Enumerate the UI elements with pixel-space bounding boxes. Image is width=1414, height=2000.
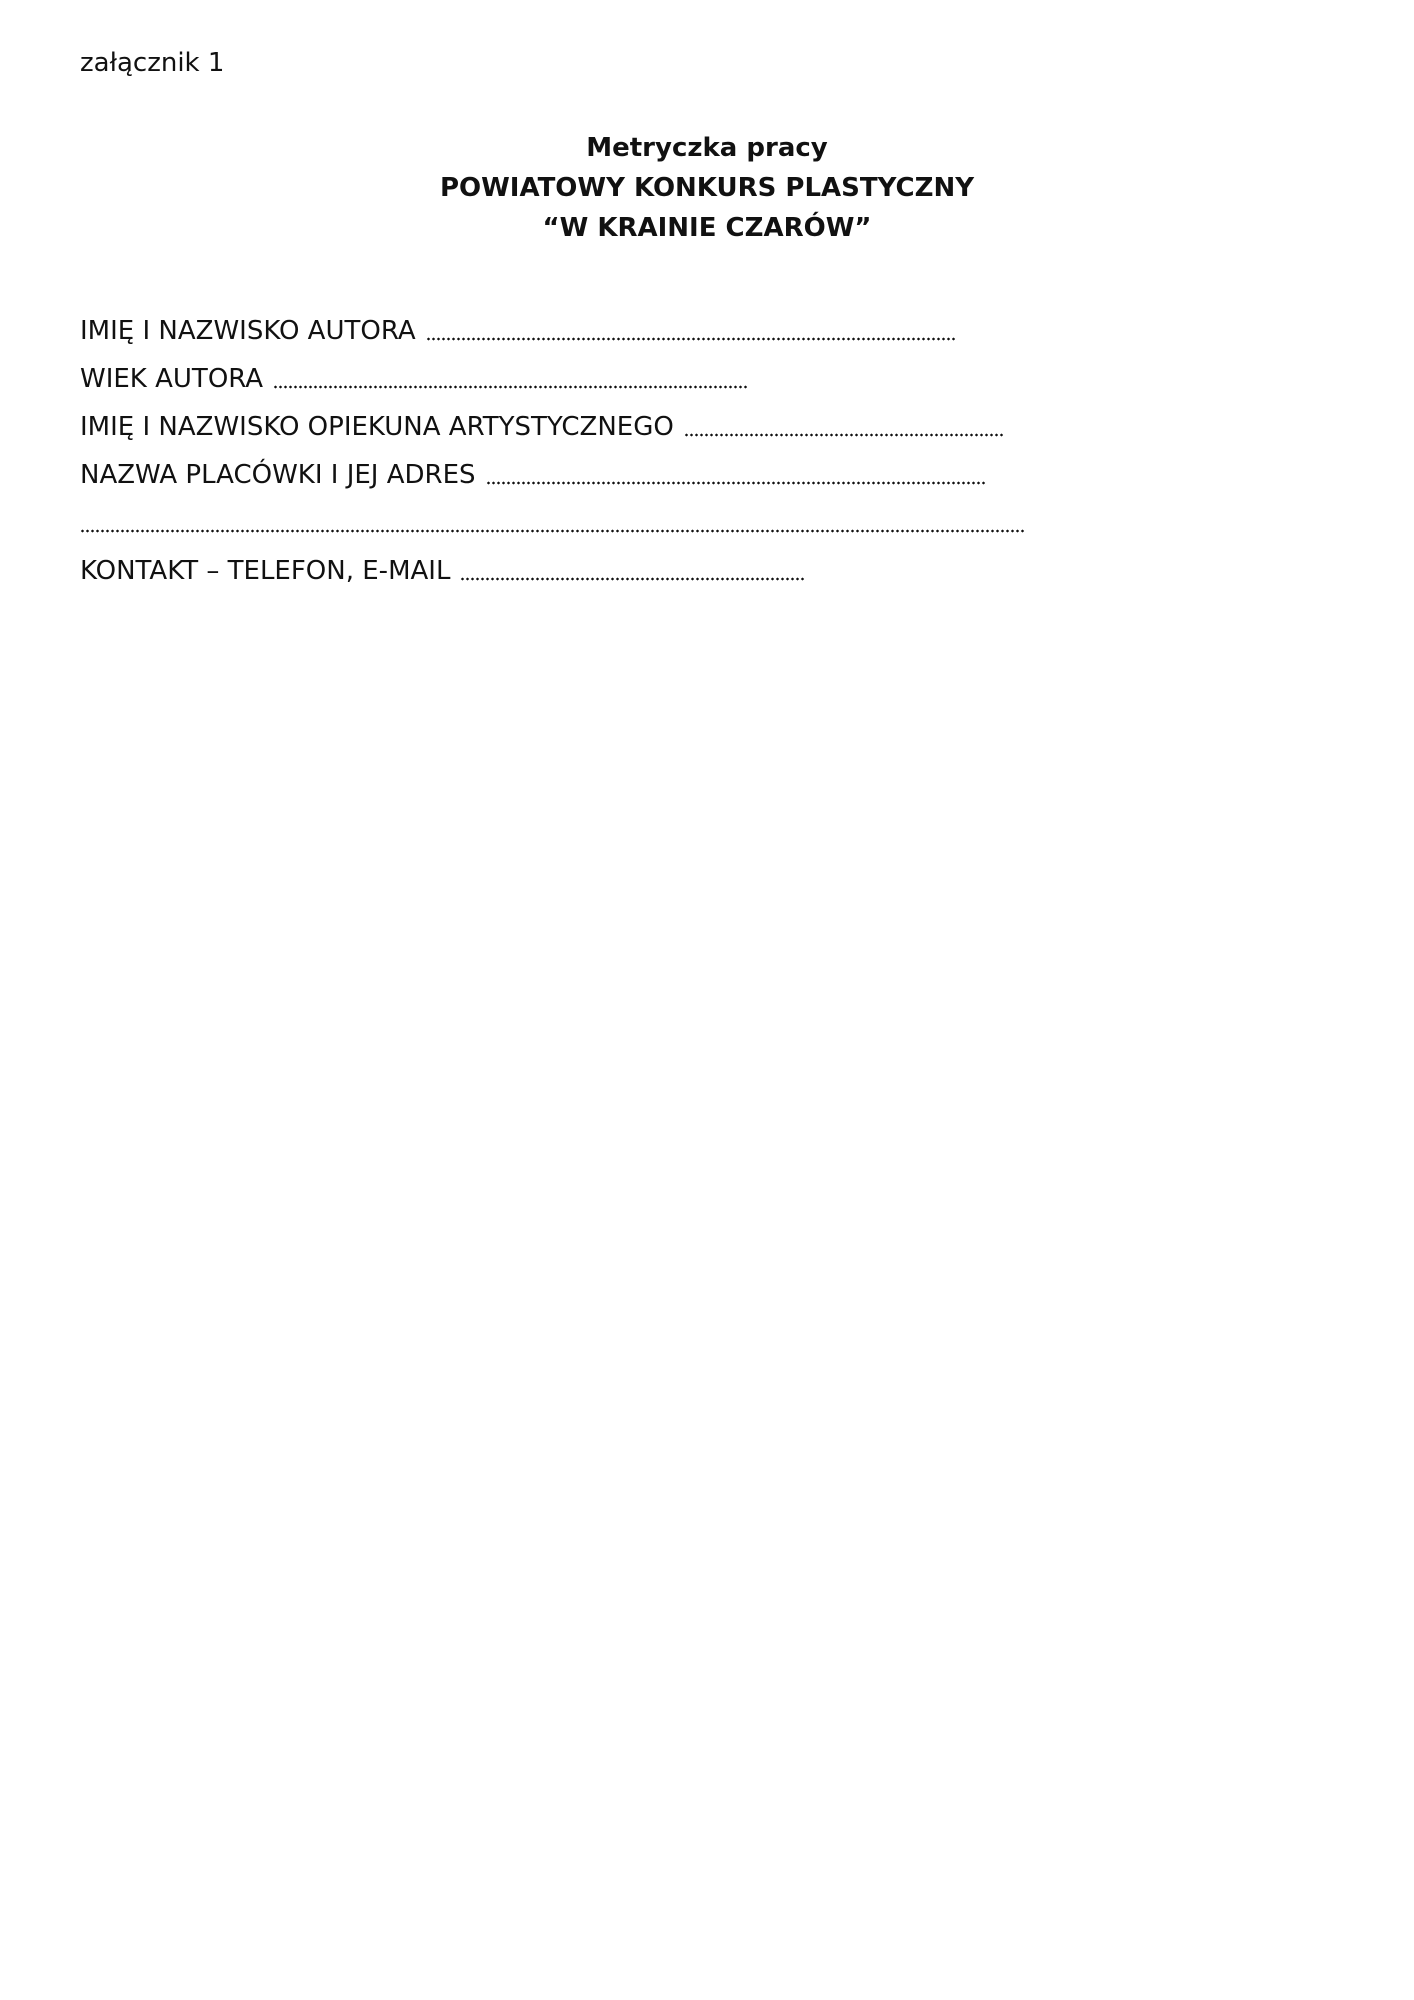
field-label: IMIĘ I NAZWISKO OPIEKUNA ARTYSTYCZNEGO [80,412,674,442]
fill-in-dotted-line[interactable] [80,528,1024,534]
header-contest-name: POWIATOWY KONKURS PLASTYCZNY [439,173,975,203]
fill-in-dotted-line[interactable] [426,336,956,342]
form-fields [80,300,1080,588]
field-label: KONTAKT – TELEFON, E-MAIL [80,556,451,586]
header-title: Metryczka pracy [586,133,828,163]
document-header [0,128,1414,248]
field-label: IMIĘ I NAZWISKO AUTORA [80,316,416,346]
field-author-age [80,348,1080,396]
field-contact [80,540,1080,588]
fill-in-dotted-line[interactable] [684,432,1004,438]
field-label: WIEK AUTORA [80,364,264,394]
fill-in-dotted-line[interactable] [460,576,806,582]
fill-in-dotted-line[interactable] [486,480,986,486]
field-author-name [80,300,1080,348]
field-art-supervisor [80,396,1080,444]
field-label: NAZWA PLACÓWKI I JEJ ADRES [80,460,476,490]
attachment-label: załącznik 1 [80,48,225,78]
field-institution-address [80,444,1080,492]
field-institution-address-continued [80,492,1080,540]
header-contest-theme: “W KRAINIE CZARÓW” [542,213,872,243]
fill-in-dotted-line[interactable] [273,384,747,390]
